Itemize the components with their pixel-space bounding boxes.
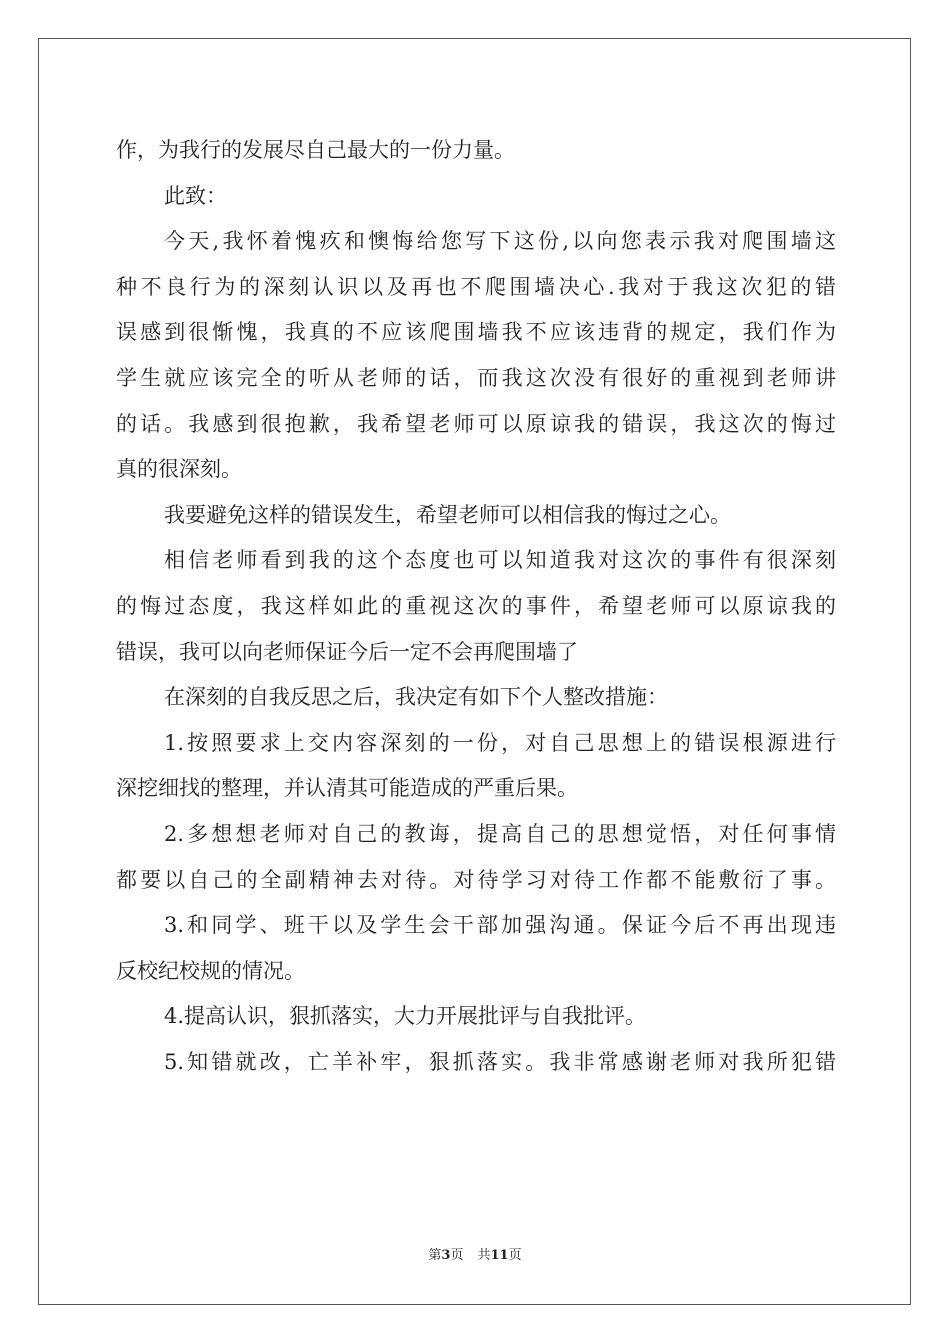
paragraph-line: 4.提高认识，狠抓落实，大力开展批评与自我批评。 — [164, 1004, 647, 1029]
total-unit: 页 — [508, 1248, 522, 1263]
paragraph-line: 都要以自己的全副精神去对待。对待学习对待工作都不能敷衍了事。 — [116, 867, 836, 892]
paragraph-line: 的话。我感到很抱歉，我希望老师可以原谅我的错误，我这次的悔过 — [116, 411, 836, 436]
paragraph-line: 5.知错就改，亡羊补牢，狠抓落实。我非常感谢老师对我所犯错 — [164, 1049, 836, 1074]
total-prefix: 共 — [477, 1248, 491, 1263]
current-page-number: 3 — [441, 1248, 451, 1263]
paragraph-line: 种不良行为的深刻认识以及再也不爬围墙决心.我对于我这次犯的错 — [116, 274, 836, 299]
paragraph-line: 在深刻的自我反思之后，我决定有如下个人整改措施： — [164, 685, 668, 710]
paragraph-line: 1.按照要求上交内容深刻的一份，对自己思想上的错误根源进行 — [164, 730, 836, 755]
paragraph-line: 2.多想想老师对自己的教诲，提高自己的思想觉悟，对任何事情 — [164, 821, 836, 846]
paragraph-line: 反校纪校规的情况。 — [116, 958, 305, 983]
paragraph-line: 错误，我可以向老师保证今后一定不会再爬围墙了 — [116, 639, 578, 664]
paragraph-line: 相信老师看到我的这个态度也可以知道我对这次的事件有很深刻 — [164, 548, 836, 573]
paragraph-line: 误感到很惭愧，我真的不应该爬围墙我不应该违背的规定，我们作为 — [116, 320, 836, 345]
paragraph-line: 深挖细找的整理，并认清其可能造成的严重后果。 — [116, 776, 578, 801]
page-footer — [0, 1244, 950, 1263]
page-prefix: 第 — [428, 1248, 442, 1263]
paragraph-line: 3.和同学、班干以及学生会干部加强沟通。保证今后不再出现违 — [164, 913, 836, 938]
page-unit: 页 — [450, 1248, 464, 1263]
paragraph-line: 此致： — [164, 183, 227, 208]
paragraph-line: 今天,我怀着愧疚和懊悔给您写下这份,以向您表示我对爬围墙这 — [164, 229, 836, 254]
paragraph-line: 的悔过态度，我这样如此的重视这次的事件，希望老师可以原谅我的 — [116, 593, 836, 618]
total-page-count: 11 — [490, 1248, 509, 1263]
paragraph-line: 学生就应该完全的听从老师的话，而我这次没有很好的重视到老师讲 — [116, 365, 836, 390]
paragraph-line: 我要避免这样的错误发生，希望老师可以相信我的悔过之心。 — [164, 502, 731, 527]
paragraph-line: 作，为我行的发展尽自己最大的一份力量。 — [116, 138, 515, 162]
document-body — [116, 128, 836, 1085]
paragraph-line: 真的很深刻。 — [116, 457, 242, 482]
